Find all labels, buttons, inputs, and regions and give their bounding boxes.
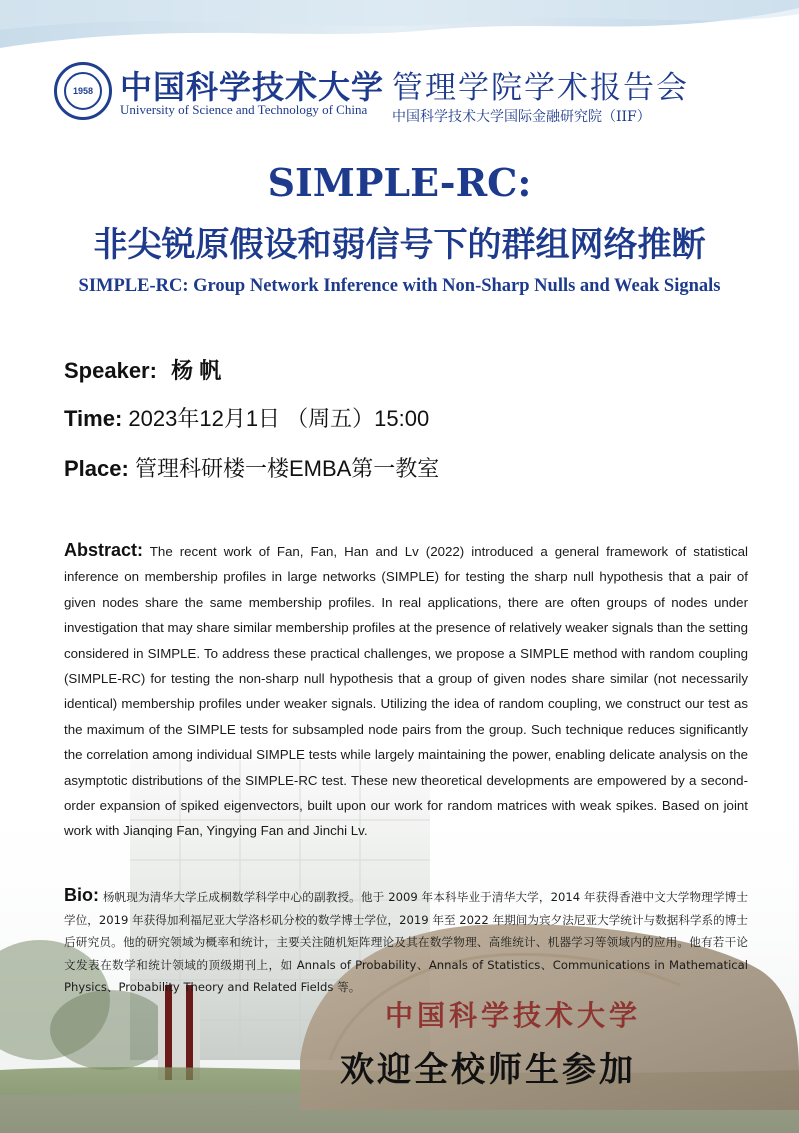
place-value: 管理科研楼一楼EMBA第一教室 — [134, 456, 440, 481]
talk-title-en-short: SIMPLE-RC: — [267, 160, 532, 205]
speaker-name: 杨 帆 — [171, 358, 222, 383]
abstract-label: Abstract: — [64, 540, 144, 560]
welcome-banner: 欢迎全校师生参加 — [340, 1050, 636, 1090]
speaker-line — [64, 354, 221, 385]
time-line — [64, 402, 429, 433]
abstract-text: The recent work of Fan, Fan, Han and Lv (2022) introduced a general framework of statistical inference on membership profiles in large networks (SIMPLE) for testing the sharp null hypothesis that a pair of given nodes share the same membership profiles. In real applications, there are often groups of nodes under investigation that may share similar membership profiles at the presence of relatively weaker signals than the setting considered in SIMPLE. To address these practical challenges, we propose a SIMPLE method with random coupling (SIMPLE-RC) for testing the non-sharp null hypothesis that a group of given nodes share similar (not necessarily identical) membership profiles under weaker signals. Utilizing the idea of random coupling, we construct our test as the maximum of the SIMPLE tests for subsampled node pairs from the group. Such technique reduces significantly the correlation among individual SIMPLE tests while largely maintaining the power, enabling delicate analysis on the asymptotic distributions of the SIMPLE-RC test. These new theoretical developments are empowered by a second-order expansion of spiked eigenvectors, built upon our work for random matrices with weak spikes. Based on joint work with Jianqing Fan, Yingying Fan and Jinchi Lv. — [64, 544, 748, 839]
university-name-en: University of Science and Technology of China — [120, 102, 368, 117]
bio-paragraph — [64, 884, 748, 999]
place-line — [64, 452, 439, 483]
bio-label: Bio: — [64, 885, 99, 905]
time-label: Time: — [64, 406, 123, 431]
seal-center: 1958 — [64, 72, 102, 110]
speaker-label: Speaker: — [64, 358, 157, 383]
abstract-paragraph — [64, 538, 748, 844]
university-name-cn: 中国科学技术大学 — [120, 68, 385, 106]
report-series-title: 管理学院学术报告会 — [392, 70, 689, 106]
rock-inscription: 中国科学技术大学 — [385, 999, 642, 1032]
time-value: 2023年12月1日 （周五）15:00 — [128, 406, 430, 431]
university-seal-logo — [54, 62, 112, 120]
talk-title-en-full: SIMPLE-RC: Group Network Inference with Non-Sharp Nulls and Weak Signals — [78, 276, 721, 296]
talk-title-cn: 非尖锐原假设和弱信号下的群组网络推断 — [93, 225, 706, 265]
institute-subtitle: 中国科学技术大学国际金融研究院（IIF） — [392, 109, 651, 125]
place-label: Place: — [64, 456, 129, 481]
bio-text: 杨帆现为清华大学丘成桐数学科学中心的副教授。他于 2009 年本科毕业于清华大学，2014 年获得香港中文大学物理学博士学位，2019 年获得加利福尼亚大学洛杉矶分校的数学博士学位，2019 年至 2022 年期间为宾夕法尼亚大学统计与数据科学系的博士后研究员。他的研究领域为概率和统计，主要关注随机矩阵理论及其在数学物理、高维统计、机器学习等领域内的应用。他有若干论文发表在数学和统计领域的顶级期刊上，如 Annals of Probability、Annals of Statistics、Communications in Mathematical Physics、Probability Theory and Related Fields 等。 — [64, 890, 748, 995]
